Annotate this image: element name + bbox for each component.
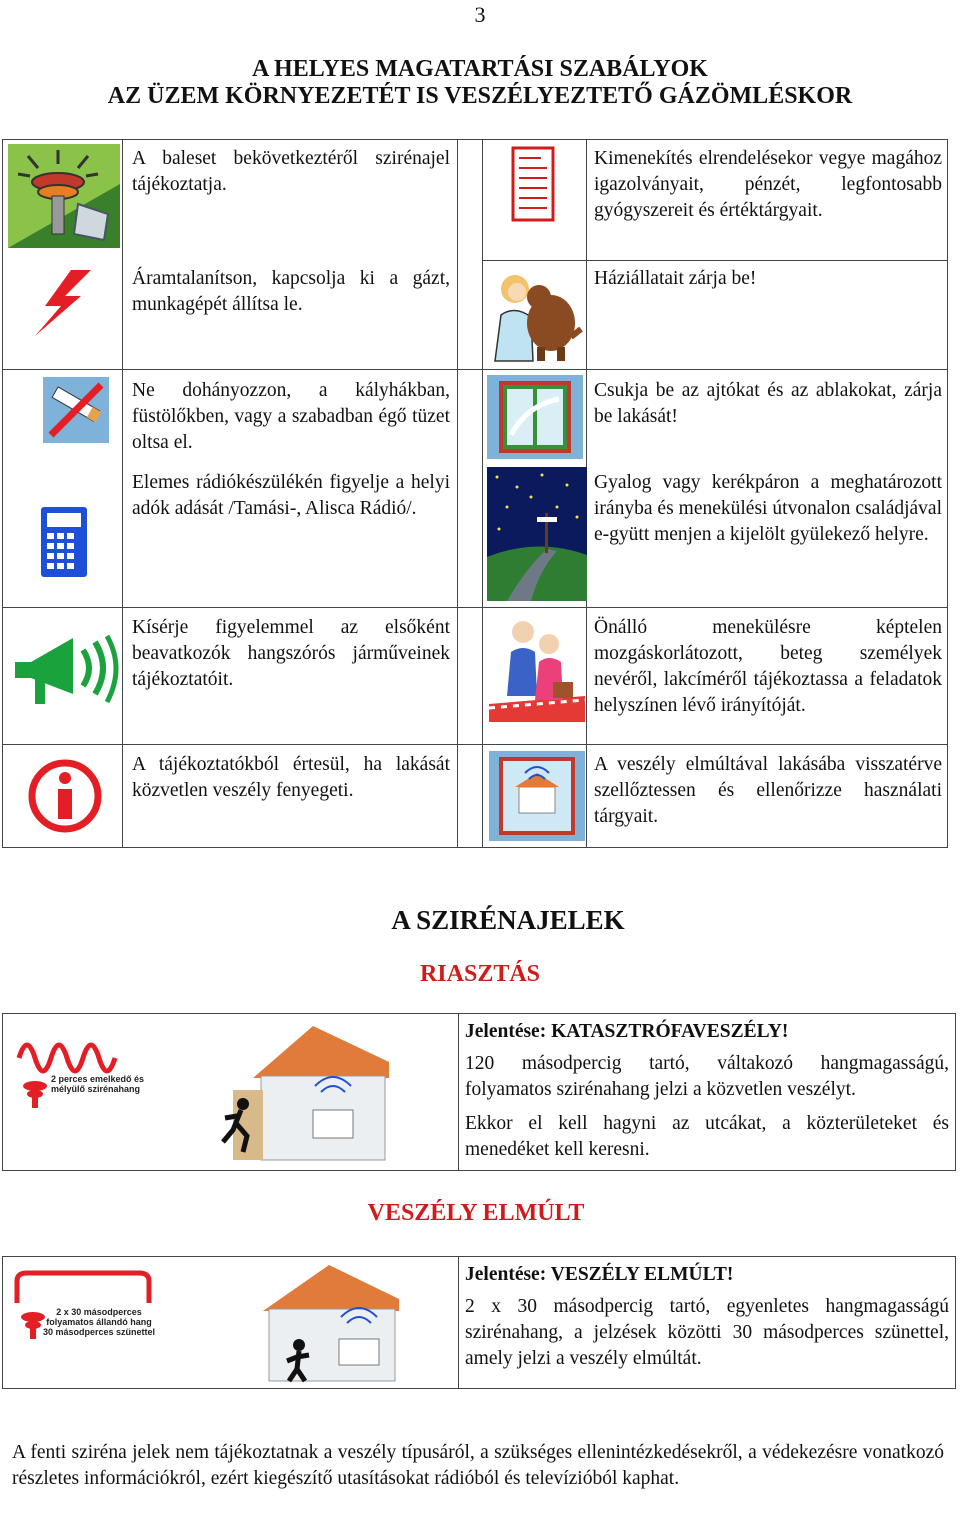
page-title <box>0 56 960 110</box>
pet-icon <box>487 267 583 365</box>
footer-note: A fenti sziréna jelek nem tájékoztatnak a veszély típusáról, a szükséges ellenintézkedésekről, a védekezésre vonatkozó részletes információkról, ezért kiegészítő utasításokat rádióból és televízióból kaphat. <box>12 1442 944 1489</box>
alarm-heading: RIASZTÁS <box>419 961 541 987</box>
rule-evacuation-route: Gyalog vagy kerékpáron a meghatározott irányba és menekülési útvonalon családjával e-gyütt menjen a kijelölt gyülekező helyre. <box>594 472 942 545</box>
alarm-house-icon <box>213 1018 393 1166</box>
page-number: 3 <box>474 2 486 27</box>
rules-table <box>2 139 948 848</box>
rule-radio: Elemes rádiókészülékén figyelje a helyi adók adását /Tamási-, Alisca Rádió/. <box>132 472 450 519</box>
alarm-image-caption: 2 perces emelkedő és mélyülő szirénahang <box>51 1074 145 1094</box>
all-clear-box <box>2 1256 956 1389</box>
all-clear-description <box>465 1262 949 1380</box>
window-icon <box>487 375 583 459</box>
alarm-box <box>2 1013 956 1171</box>
rule-disabled-persons: Önálló menekülésre képtelen mozgáskorlátozott, beteg személyek nevéről, lakcíméről tájékoztassa a feladatok helyszínen lévő irányítóját. <box>594 617 942 716</box>
all-clear-paragraph: 2 x 30 másodpercig tartó, egyenletes hangmagasságú szirénahang, a jelzések közötti 30 másodperces szünettel, amely jelzi a veszély elmúltát. <box>465 1296 949 1369</box>
all-clear-image-caption: 2 x 30 másodperces folyamatos állandó hang 30 másodperces szünettel <box>43 1307 156 1337</box>
megaphone-icon <box>11 630 119 710</box>
rule-direct-danger: A tájékoztatókból értesül, ha lakását közvetlen veszély fenyegeti. <box>132 754 450 801</box>
elderly-couple-icon <box>489 612 585 722</box>
title-line-2: AZ ÜZEM KÖRNYEZETÉT IS VESZÉLYEZTETŐ GÁZÖMLÉSKOR <box>107 83 853 109</box>
alarm-paragraph-1: 120 másodpercig tartó, váltakozó hangmagasságú, folyamatos szirénahang jelzi a közvetlen veszélyt. <box>465 1053 949 1100</box>
rule-close-windows: Csukja be az ajtókat és az ablakokat, zárja be lakását! <box>594 380 942 427</box>
alarm-description <box>465 1019 949 1171</box>
document-icon <box>511 146 555 222</box>
sirens-heading: A SZIRÉNAJELEK <box>391 905 625 935</box>
rule-power-off: Áramtalanítson, kapcsolja ki a gázt, munkagépét állítsa le. <box>132 268 450 315</box>
rule-return-home: A veszély elmúltával lakásába visszatérve szellőztessen és ellenőrizze használati tárgyait. <box>594 754 942 827</box>
ventilation-icon <box>489 751 585 841</box>
rule-evacuation-items: Kimenekítés elrendelésekor vegye magához igazolványait, pénzét, legfontosabb gyógyszereit és értéktárgyait. <box>594 148 942 221</box>
no-smoking-icon <box>43 377 109 443</box>
all-clear-heading: VESZÉLY ELMÚLT <box>367 1200 585 1226</box>
all-clear-meaning: Jelentése: VESZÉLY ELMÚLT! <box>465 1264 734 1285</box>
siren-icon <box>8 144 120 248</box>
all-clear-house-icon <box>253 1261 403 1385</box>
rule-no-smoking: Ne dohányozzon, a kályhákban, füstölőkben, vagy a szabadban égő tüzet oltsa el. <box>132 380 450 453</box>
evacuation-route-icon <box>487 467 587 601</box>
info-icon <box>25 758 105 834</box>
alarm-siren-wave-icon <box>15 1028 125 1108</box>
rule-pets: Háziállatait zárja be! <box>594 268 757 289</box>
title-line-1: A HELYES MAGATARTÁSI SZABÁLYOK <box>252 56 708 82</box>
alarm-paragraph-2: Ekkor el kell hagyni az utcákat, a közterületeket és menedéket kell keresni. <box>465 1113 949 1160</box>
radio-icon <box>41 507 87 577</box>
rule-siren-info: A baleset bekövetkeztéről szirénajel tájékoztatja. <box>132 148 450 195</box>
rule-loudspeaker: Kísérje figyelemmel az elsőként beavatkozók hangszórós járműveinek tájékoztatóit. <box>132 617 450 690</box>
alarm-meaning: Jelentése: KATASZTRÓFAVESZÉLY! <box>465 1021 789 1042</box>
power-off-icon <box>31 270 101 336</box>
